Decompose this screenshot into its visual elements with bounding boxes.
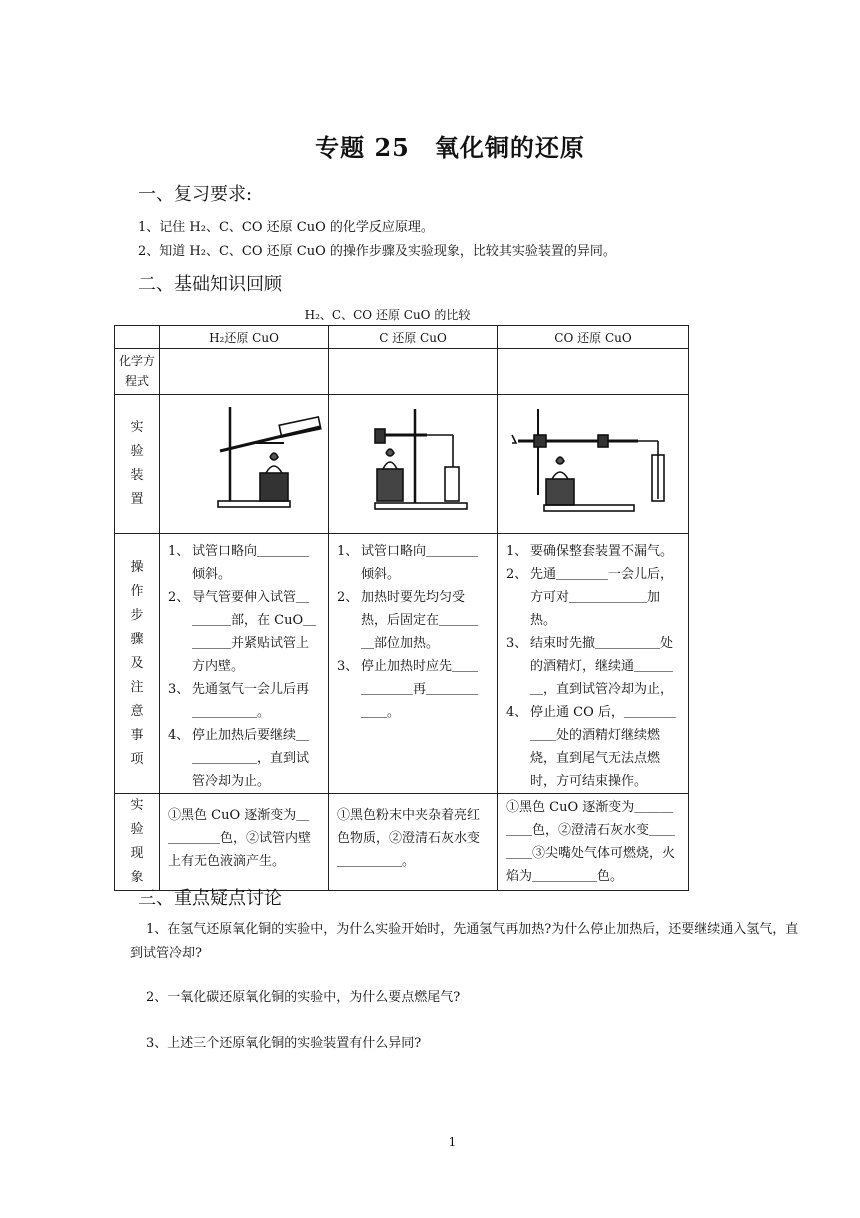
step-number: 3、: [506, 636, 528, 651]
row-label-apparatus: 实验装置: [130, 420, 144, 507]
step-text: 导气管要伸入试管＿＿＿＿部，在 CuO＿＿＿＿并紧贴试管上方内壁。: [192, 590, 317, 674]
apparatus-cell-h2: [160, 395, 329, 534]
steps-cell-c: [329, 534, 498, 794]
equation-cell-co: [498, 349, 689, 395]
c-apparatus-illustration: [329, 395, 495, 529]
col-header-h2: H₂还原 CuO: [160, 326, 329, 349]
section2-heading: 二、基础知识回顾: [138, 274, 282, 295]
phenomena-co: ①黑色 CuO 逐渐变为＿＿＿＿＿色，②澄清石灰水变＿＿＿＿③尖嘴处气体可燃烧，火焰为＿＿＿＿＿色。: [506, 800, 676, 884]
row-label-equation: 化学方程式: [115, 349, 160, 395]
step-text: 先通＿＿＿＿一会儿后，方可对＿＿＿＿＿＿加热。: [530, 567, 674, 628]
comparison-table: [114, 325, 689, 891]
step-text: 试管口略向＿＿＿＿倾斜。: [361, 544, 479, 582]
col-header-c: C 还原 CuO: [329, 326, 498, 349]
co-apparatus-illustration: [498, 395, 686, 529]
h2-apparatus-illustration: [160, 395, 326, 529]
step-text: 结束时先撤＿＿＿＿＿处的酒精灯，继续通＿＿＿＿，直到试管冷却为止，: [530, 636, 674, 697]
step-number: 3、: [168, 682, 190, 697]
section1-heading: 一、复习要求:: [138, 184, 253, 205]
requirement-1: 1、记住 H₂、C、CO 还原 CuO 的化学反应原理。: [138, 220, 434, 235]
page-title: 专题 25 氧化铜的还原: [315, 133, 585, 162]
step-number: 4、: [506, 705, 528, 720]
table-caption: H₂、C、CO 还原 CuO 的比较: [304, 308, 471, 322]
steps-cell-h2: [160, 534, 329, 794]
step-number: 2、: [337, 590, 359, 605]
page-number: 1: [448, 1135, 457, 1149]
step-text: 要确保整套装置不漏气。: [530, 544, 674, 559]
question-3: 3、上述三个还原氧化铜的实验装置有什么异同?: [146, 1036, 422, 1051]
phenomena-h2: ①黑色 CuO 逐渐变为＿＿＿＿＿色，②试管内壁上有无色液滴产生。: [168, 808, 312, 869]
steps-cell-co: [498, 534, 689, 794]
step-number: 1、: [168, 544, 190, 559]
step-text: 试管口略向＿＿＿＿倾斜。: [192, 544, 310, 582]
step-number: 3、: [337, 659, 359, 674]
step-number: 2、: [506, 567, 528, 582]
apparatus-cell-c: [329, 395, 498, 534]
step-text: 停止加热后要继续＿＿＿＿＿＿，直到试管冷却为止。: [192, 728, 310, 789]
apparatus-cell-co: [498, 395, 689, 534]
step-text: 加热时要先均匀受热，后固定在＿＿＿＿部位加热。: [361, 590, 479, 651]
step-text: 停止通 CO 后，＿＿＿＿＿＿处的酒精灯继续燃烧，直到尾气无法点燃时，方可结束操作。: [530, 705, 676, 789]
step-number: 4、: [168, 728, 190, 743]
phenomena-c: ①黑色粉末中夹杂着亮红色物质，②澄清石灰水变＿＿＿＿＿。: [337, 808, 481, 869]
equation-cell-c: [329, 349, 498, 395]
step-number: 1、: [506, 544, 528, 559]
equation-cell-h2: [160, 349, 329, 395]
step-number: 2、: [168, 590, 190, 605]
corner-cell: [115, 326, 160, 349]
step-number: 1、: [337, 544, 359, 559]
col-header-co: CO 还原 CuO: [498, 326, 689, 349]
question-2: 2、一氧化碳还原氧化铜的实验中，为什么要点燃尾气?: [146, 990, 461, 1005]
requirement-2: 2、知道 H₂、C、CO 还原 CuO 的操作步骤及实验现象，比较其实验装置的异同。: [138, 244, 616, 259]
step-text: 先通氢气一会儿后再＿＿＿＿＿。: [192, 682, 310, 720]
row-label-phenomena: 实验现象: [130, 798, 144, 885]
row-label-steps: 操作步骤及注意事项: [130, 559, 144, 767]
step-text: 停止加热时应先＿＿＿＿＿＿再＿＿＿＿＿＿。: [361, 659, 479, 720]
section3-heading: 三、重点疑点讨论: [138, 888, 282, 909]
question-1: 1、在氢气还原氧化铜的实验中，为什么实验开始时，先通氢气再加热?为什么停止加热后，还要继续通入氢气，直到试管冷却?: [130, 922, 799, 961]
